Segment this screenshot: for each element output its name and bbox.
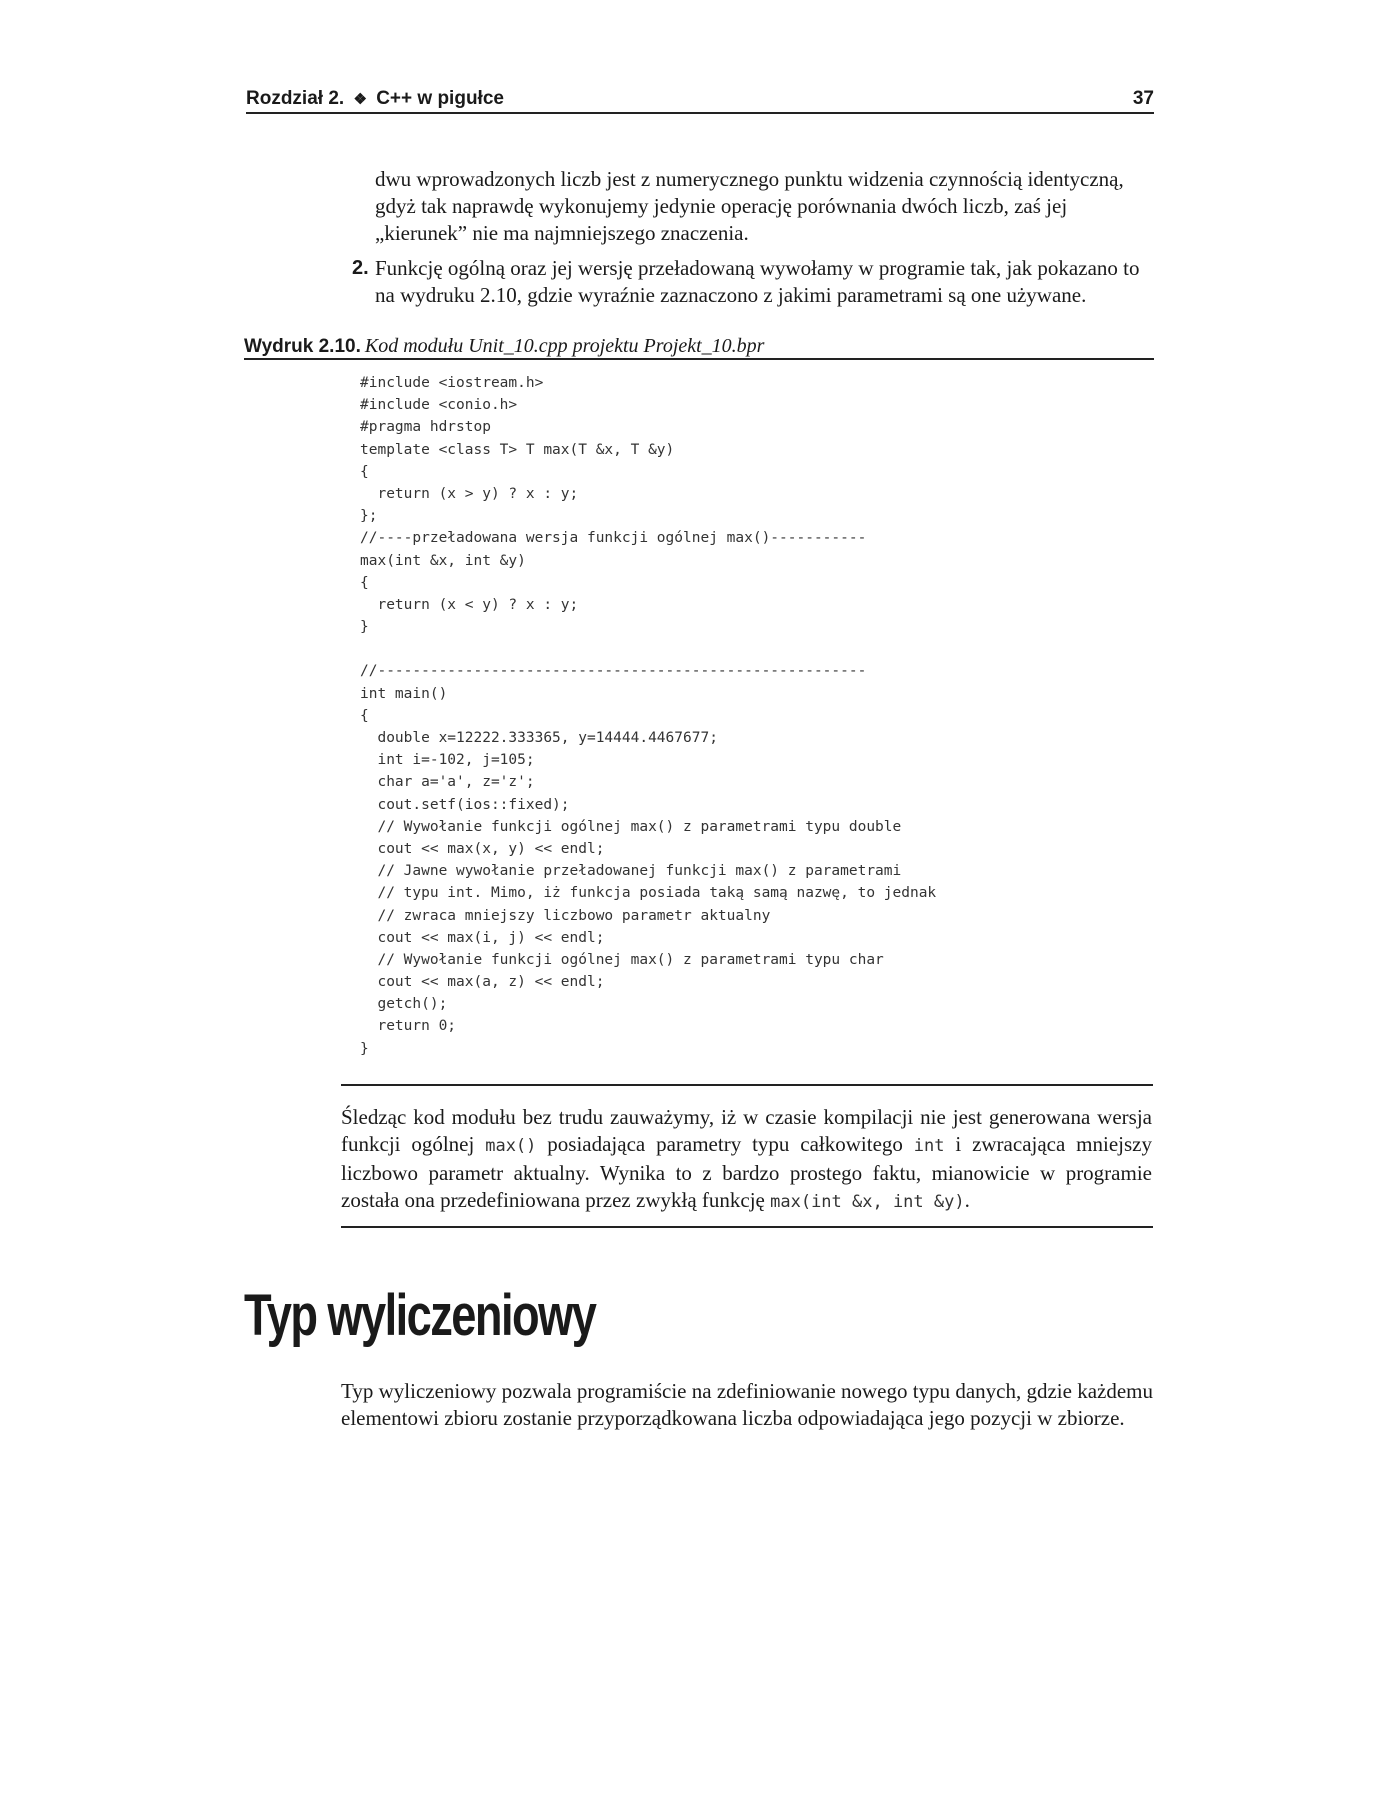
code-line: max(int &x, int &y) [360, 552, 526, 569]
note-code-int: int [913, 1136, 945, 1156]
code-line: #include <iostream.h> [360, 375, 544, 391]
note-code-signature: max(int &x, int &y) [770, 1192, 965, 1212]
code-line: { [360, 707, 369, 724]
list-item-number: 2. [352, 257, 369, 279]
note-bottom-rule [341, 1226, 1153, 1228]
code-line: { [360, 574, 369, 591]
code-line: template <class T> T max(T &x, T &y) [360, 441, 675, 458]
code-line: return (x > y) ? x : y; [360, 485, 579, 502]
code-line: // typu int. Mimo, iż funkcja posiada taką samą nazwę, to jednak [360, 885, 937, 902]
list-item-text: Funkcję ogólną oraz jej wersję przeładowaną wywołamy w programie tak, jak pokazano to na wydruku 2.10, gdzie wyraźnie zaznaczono z jakimi parametrami są one używane. [375, 256, 1140, 307]
numbered-list-item [352, 255, 1153, 309]
code-line: { [360, 463, 369, 480]
code-line [360, 638, 936, 660]
note-code-max: max() [485, 1136, 537, 1156]
section-paragraph: Typ wyliczeniowy pozwala programiście na zdefiniowanie nowego typu danych, gdzie każdemu elementowi zbioru zostanie przyporządkowana liczba odpowiadająca jego pozycji w zbiorze. [341, 1379, 1153, 1430]
code-line: return (x < y) ? x : y; [360, 596, 579, 613]
chapter-title: C++ w pigułce [376, 88, 504, 109]
chapter-number: Rozdział 2. [246, 88, 345, 109]
note-text-2: posiadająca parametry typu całkowitego [536, 1132, 914, 1156]
code-line: cout << max(i, j) << endl; [360, 929, 605, 946]
listing-label: Wydruk 2.10. [244, 336, 361, 357]
code-line: //-------------------------------------------------------- [360, 663, 867, 680]
note-paragraph [341, 1104, 1152, 1216]
code-line: cout.setf(ios::fixed); [360, 796, 570, 813]
listing-caption [244, 332, 1154, 360]
chapter-label [246, 88, 504, 110]
code-line: // Jawne wywołanie przeładowanej funkcji max() z parametrami [360, 863, 902, 880]
diamond-separator-icon: ❖ [353, 91, 367, 108]
code-line: char a='a', z='z'; [360, 774, 535, 791]
code-line: }; [360, 508, 378, 525]
continuation-paragraph: dwu wprowadzonych liczb jest z numerycznego punktu widzenia czynnością identyczną, gdyż tak naprawdę wykonujemy jedynie operację porównania dwóch liczb, zaś jej „kierunek” nie ma najmniejszego znaczenia. [375, 167, 1124, 245]
code-line: } [360, 619, 369, 636]
code-line: #pragma hdrstop [360, 419, 491, 436]
code-line: #include <conio.h> [360, 397, 518, 414]
code-line: int main() [360, 685, 448, 702]
page-number: 37 [1132, 88, 1154, 109]
code-line: getch(); [360, 996, 448, 1013]
code-listing [360, 372, 936, 1060]
code-line: cout << max(a, z) << endl; [360, 974, 605, 991]
code-line: cout << max(x, y) << endl; [360, 840, 605, 857]
section-heading: Typ wyliczeniowy [244, 1283, 596, 1348]
listing-bottom-rule [341, 1084, 1153, 1086]
code-line: int i=-102, j=105; [360, 752, 535, 769]
code-line: return 0; [360, 1018, 457, 1035]
code-line: // zwraca mniejszy liczbowo parametr aktualny [360, 907, 771, 924]
running-header [246, 84, 1154, 114]
code-line: //----przeładowana wersja funkcji ogólnej max()----------- [360, 530, 867, 547]
code-line: } [360, 1040, 369, 1057]
code-line: double x=12222.333365, y=14444.4467677; [360, 730, 718, 746]
code-line: // Wywołanie funkcji ogólnej max() z parametrami typu char [360, 951, 884, 968]
code-line: // Wywołanie funkcji ogólnej max() z parametrami typu double [360, 818, 902, 835]
note-text-1: Śledząc kod modułu bez trudu zauważymy, iż w czasie kompilacji nie jest generowana wersja funkcji ogólnej [341, 1105, 1152, 1156]
note-text-4: . [964, 1188, 970, 1212]
listing-title: Kod modułu Unit_10.cpp projektu Projekt_10.bpr [364, 335, 765, 357]
note-text-3: i zwracająca mniejszy liczbowo parametr aktualny. Wynika to z bardzo prostego faktu, mianowicie w programie została ona przedefiniowana przez zwykłą funkcję [341, 1132, 1152, 1212]
